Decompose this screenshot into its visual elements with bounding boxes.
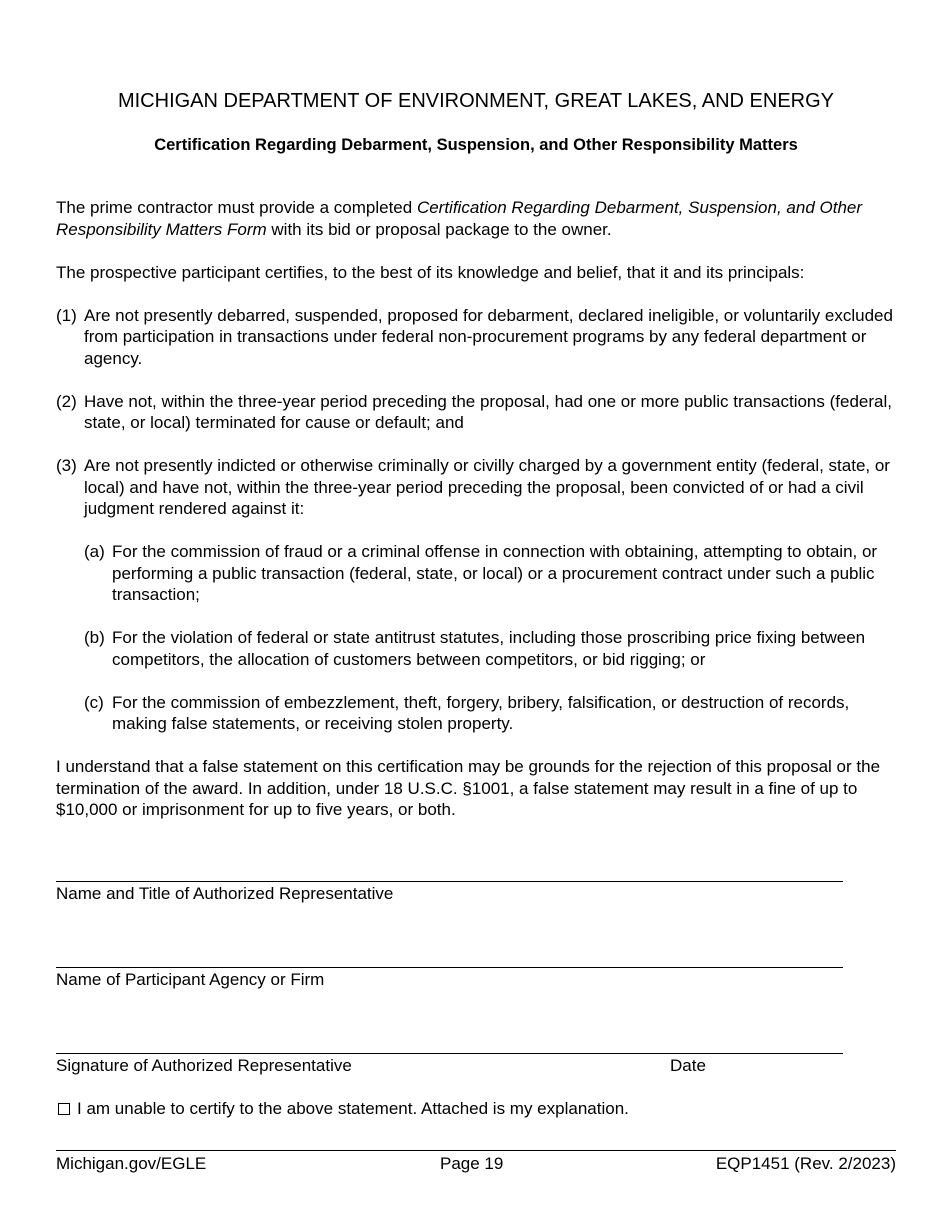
subitem-a: [84, 541, 896, 606]
certification-item-3: [56, 455, 896, 520]
subitem-b: [84, 627, 896, 670]
certification-item-2: [56, 391, 896, 434]
item-number: (1): [56, 305, 77, 325]
subitem-letter: (a): [84, 542, 105, 561]
unable-label: I am unable to certify to the above statement. Attached is my explanation.: [77, 1099, 629, 1118]
name-title-signature-line[interactable]: [56, 881, 843, 882]
item-text: Are not presently indicted or otherwise criminally or civilly charged by a government entity (federal, state, or local) and have not, within the three-year period preceding the proposal, been convicted of or had a civil judgment rendered against it:: [84, 456, 890, 518]
certifies-paragraph: The prospective participant certifies, to the best of its knowledge and belief, that it and its principals:: [56, 262, 805, 282]
agency-signature-line[interactable]: [56, 967, 843, 968]
agency-heading: MICHIGAN DEPARTMENT OF ENVIRONMENT, GREAT LAKES, AND ENERGY: [117, 90, 835, 112]
signature-line[interactable]: [56, 1053, 843, 1054]
date-label: Date: [670, 1056, 706, 1075]
footer-website: Michigan.gov/EGLE: [56, 1154, 207, 1173]
intro-after: with its bid or proposal package to the owner.: [266, 219, 612, 239]
subitem-text: For the commission of embezzlement, theft, forgery, bribery, falsification, or destruction of records, making false statements, or receiving stolen property.: [112, 692, 850, 733]
form-title: Certification Regarding Debarment, Suspension, and Other Responsibility Matters: [154, 136, 798, 154]
item-number: (2): [56, 391, 77, 411]
document-page: [56, 0, 896, 1230]
subitem-letter: (c): [84, 692, 104, 712]
item-text: Have not, within the three-year period preceding the proposal, had one or more public transactions (federal, state, or local) terminated for cause or default; and: [84, 391, 892, 432]
item-text: Are not presently debarred, suspended, proposed for debarment, declared ineligible, or voluntarily excluded from participation in transactions under federal non-procurement programs by any federal department or agency.: [84, 305, 893, 368]
unable-checkbox[interactable]: [58, 1103, 70, 1115]
intro-form-name: Certification Regarding Debarment, Suspension, and Other Responsibility Matters Form: [56, 198, 863, 239]
unable-to-certify-option[interactable]: [56, 1098, 629, 1119]
signature-label: Signature of Authorized Representative: [56, 1056, 352, 1075]
footer-form-number: EQP1451 (Rev. 2/2023): [715, 1154, 896, 1173]
understand-paragraph: I understand that a false statement on this certification may be grounds for the rejection of this proposal or the termination of the award. In addition, under 18 U.S.C. §1001, a false statement may result in a fine of up to $10,000 or imprisonment for up to five years, or both.: [56, 757, 881, 819]
agency-label: Name of Participant Agency or Firm: [56, 970, 325, 989]
subitem-text: For the commission of fraud or a criminal offense in connection with obtaining, attempting to obtain, or performing a public transaction (federal, state, or local) or a procurement contract under such a public transaction;: [112, 542, 878, 604]
subitem-list: [84, 541, 896, 735]
intro-paragraph: [56, 197, 896, 240]
subitem-text: For the violation of federal or state antitrust statutes, including those proscribing price fixing between competitors, the allocation of customers between competitors, or bid rigging; or: [112, 628, 866, 669]
name-title-label: Name and Title of Authorized Representative: [56, 884, 394, 903]
footer-page-number: Page 19: [440, 1154, 504, 1173]
footer-divider: [56, 1150, 896, 1151]
subitem-letter: (b): [84, 628, 105, 647]
subitem-c: [84, 692, 896, 735]
certification-body: [56, 197, 896, 821]
intro-before: The prime contractor must provide a completed: [56, 198, 417, 217]
item-number: (3): [56, 456, 77, 475]
certification-item-1: [56, 305, 896, 370]
